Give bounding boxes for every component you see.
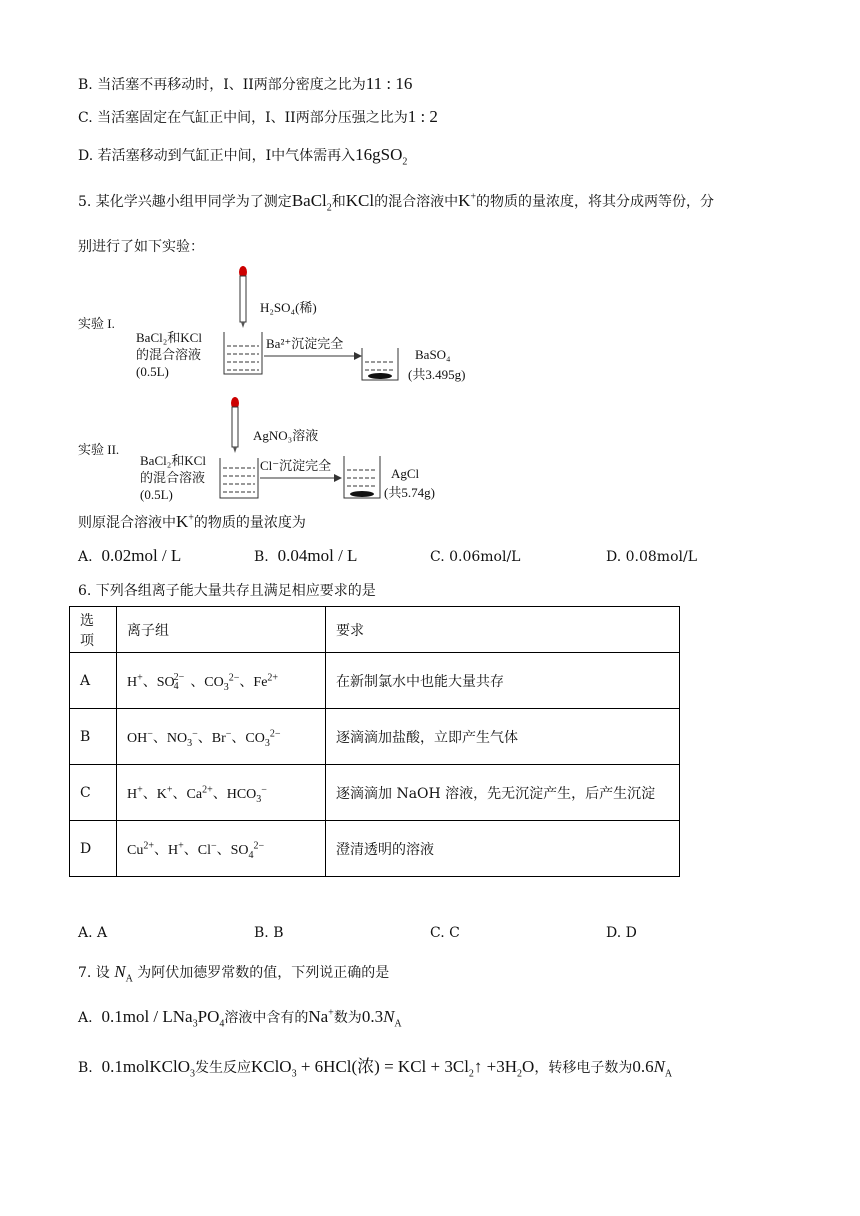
beaker-1-icon [224, 332, 262, 374]
table-row: C H+、K+、$Ca^{2+}$、$HCO_3^-$ 逐滴滴加 NaOH 溶液，先无沉淀产生，后产生沉淀 [70, 765, 680, 821]
q6-answer-b: B. B [254, 925, 284, 941]
arrow-1-label: Ba²⁺沉淀完全 [266, 336, 344, 351]
ion-group-d: $Cu^{2+}$、H+、Cl−、$SO_4^{2-}$ [117, 821, 326, 877]
ppt-1: BaSO₄ [415, 347, 451, 362]
mix-1b: 的混合溶液 [136, 347, 202, 362]
q4-option-d: D. 若活塞移动到气缸正中间，I中气体需再入16gSO$_2$ [78, 145, 408, 168]
q5-option-b: B. 0.04mol / L [254, 546, 358, 565]
dropper-2-icon [231, 397, 239, 453]
mix-1a: BaCl₂和KCl [136, 330, 202, 345]
dropper-1-icon [239, 266, 247, 328]
exp2-label: 实验 II. [78, 442, 120, 457]
ion-group-c: H+、K+、$Ca^{2+}$、$HCO_3^-$ [117, 765, 326, 821]
q6-stem: 6. 下列各组离子能大量共存且满足相应要求的是 [78, 583, 376, 599]
q7-stem: 7. 设 $N_A$ 为阿伏加德罗常数的值，下列说正确的是 [78, 962, 390, 985]
vol-1: (0.5L) [136, 364, 169, 379]
header-option: 选项 [70, 607, 117, 653]
ppt-1-mass: (共3.495g) [408, 367, 466, 382]
table-row: D $Cu^{2+}$、H+、Cl−、$SO_4^{2-}$ 澄清透明的溶液 [70, 821, 680, 877]
q4-option-c: C. 当活塞固定在气缸正中间，I、II两部分压强之比为1 : 2 [78, 107, 438, 126]
header-ions: 离子组 [117, 607, 326, 653]
q5-experiment-figure [78, 262, 498, 512]
q5-stem-line2: 别进行了如下实验： [78, 239, 204, 255]
q6-answer-a: A. A [78, 925, 108, 941]
q4-option-b: B. 当活塞不再移动时，I、II两部分密度之比为11 : 16 [78, 74, 413, 93]
beaker-3-icon [220, 458, 258, 498]
table-row: B OH−、$NO_3^-$、Br−、$CO_3^{2-}$ 逐滴滴加盐酸，立即产生气体 [70, 709, 680, 765]
exp1-label: 实验 I. [78, 316, 115, 331]
beaker-2-icon [362, 348, 398, 380]
q7-option-b: B. 0.1molKClO$_3$发生反应KClO$_3$ + 6HCl(浓) = KCl + $3Cl_2↑ +3H_2O$，转移电子数为$0.6N_A$ [78, 1057, 673, 1080]
reagent-2: AgNO₃溶液 [253, 428, 319, 443]
q4-option-d-value: 16gSO$_2$ [355, 145, 408, 168]
ion-group-a: H+、$SO_4^{2-}$ 、$CO_3^{2-}$、$Fe^{2+}$ [117, 653, 326, 709]
ppt-2-mass: (共5.74g) [384, 485, 435, 500]
q6-answer-d: D. D [606, 925, 637, 941]
mix-2b: 的混合溶液 [140, 470, 206, 485]
q5-option-a: A. 0.02mol / L [78, 546, 182, 565]
q5-question: 则原混合溶液中K+的物质的量浓度为 [78, 512, 306, 531]
vol-2: (0.5L) [140, 487, 173, 502]
ppt-2: AgCl [391, 466, 420, 481]
reagent-1: H₂SO₄(稀) [260, 300, 317, 315]
table-row: A H+、$SO_4^{2-}$ 、$CO_3^{2-}$、$Fe^{2+}$ 在新制氯水中也能大量共存 [70, 653, 680, 709]
q4-option-b-value: 11 : 16 [365, 74, 413, 93]
ion-group-b: OH−、$NO_3^-$、Br−、$CO_3^{2-}$ [117, 709, 326, 765]
beaker-4-icon [344, 456, 380, 498]
q5-stem-line1: 5. 某化学兴趣小组甲同学为了测定BaCl$_2$和KCl的混合溶液中K+的物质的量浓度，将其分成两等份，分 [78, 191, 715, 214]
q5-option-d: D. 0.08mol/L [606, 549, 697, 565]
header-requirement: 要求 [326, 607, 680, 653]
q7-option-a: A. $0.1mol / LNa_3PO_4$溶液中含有的Na+数为$0.3N_A$ [78, 1007, 402, 1030]
mix-2a: BaCl₂和KCl [140, 453, 206, 468]
q5-option-c: C. 0.06mol/L [430, 549, 521, 565]
arrow-2-label: Cl⁻沉淀完全 [260, 458, 332, 473]
q4-option-c-value: 1 : 2 [407, 107, 438, 126]
table-header-row [70, 607, 680, 653]
q6-table [69, 606, 680, 877]
q6-answer-c: C. C [430, 925, 460, 941]
